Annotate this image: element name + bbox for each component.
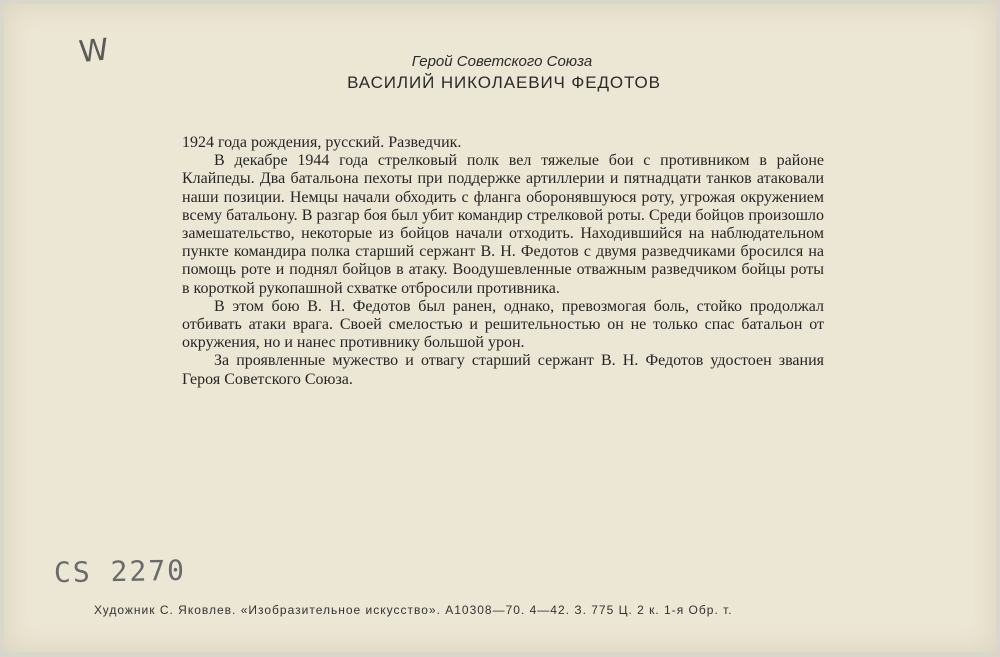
biography-paragraph-1: В декабре 1944 года стрелковый полк вел тяжелые бои с противником в районе Клайпеды. Два батальона пехоты при поддержке артиллерии и пятнадцати танков атаковали наши позиции. Немцы начали обходить с фланга оборонявшуюся роту, угрожая окружением всему батальону. В разгар боя был убит командир стрелковой роты. Среди бойцов произошло замешательство, некоторые из бойцов начали отходить. Находившийся на наблюдательном пункте командира полка старший сержант В. Н. Федотов с двумя разведчиками бросился на помощь роте и поднял бойцов в атаку. Воодушевленные отважным разведчиком бойцы роты в короткой рукопашной схватке отбросили противника.: [182, 152, 824, 297]
publisher-imprint: Художник С. Яковлев. «Изобразительное искусство». А10308—70. 4—42. З. 775 Ц. 2 к. 1-я Обр. т.: [94, 603, 733, 617]
biography-text: [182, 134, 824, 389]
biography-paragraph-3: За проявленные мужество и отвагу старший сержант В. Н. Федотов удостоен звания Героя Советского Союза.: [182, 352, 824, 388]
hero-title: [4, 53, 1000, 70]
hero-title-text: Герой Советского Союза: [411, 53, 593, 70]
biography-intro: 1924 года рождения, русский. Разведчик.: [182, 134, 462, 151]
handwritten-mark: W: [77, 32, 107, 71]
biography-paragraph-2: В этом бою В. Н. Федотов был ранен, однако, превозмогая боль, стойко продолжал отбивать атаки врага. Своей смелостью и решительностью он не только спас батальон от окружения, но и нанес противнику большой урон.: [182, 297, 824, 352]
handwritten-catalog-number: CS 2270: [53, 553, 187, 590]
hero-name: ВАСИЛИЙ НИКОЛАЕВИЧ ФЕДОТОВ: [347, 73, 661, 92]
postcard-back: [4, 4, 996, 652]
